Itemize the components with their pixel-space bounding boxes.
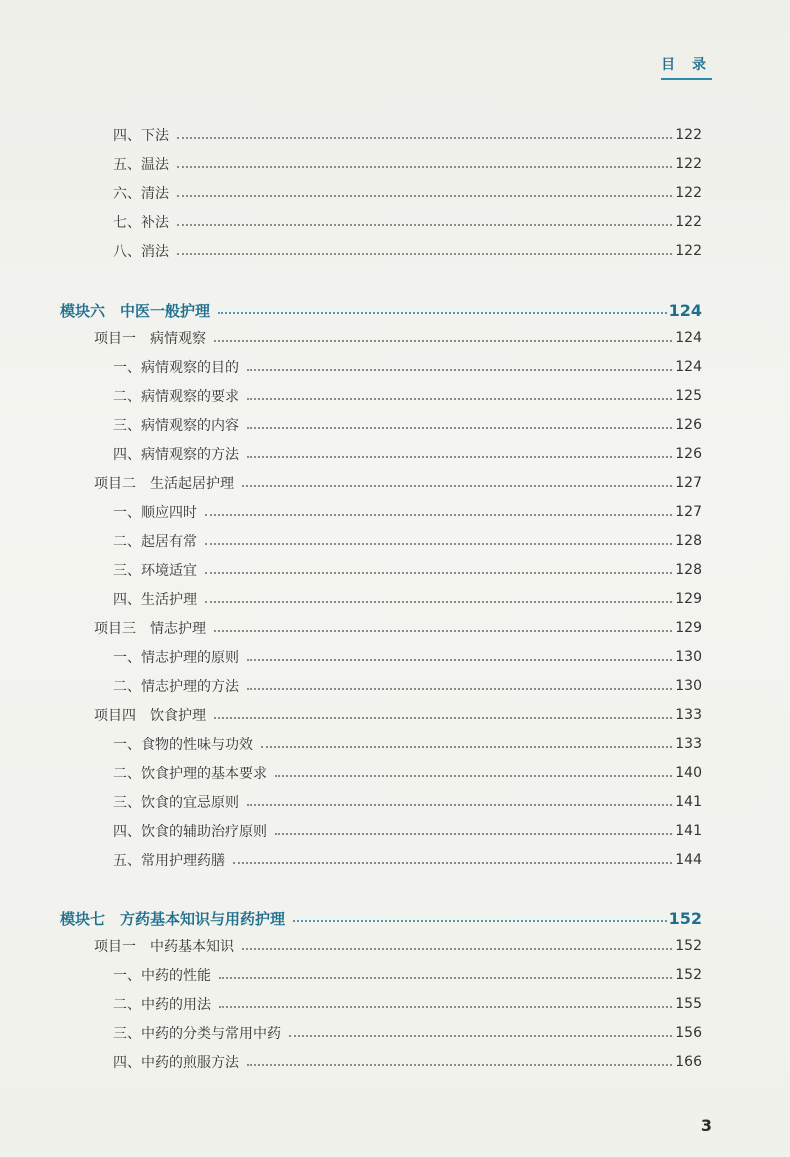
header-title: 目 录 xyxy=(661,54,712,80)
dot-leader xyxy=(214,716,672,719)
toc-label: 四、饮食的辅助治疗原则 xyxy=(113,824,267,840)
toc-row-sub xyxy=(0,991,790,1017)
dot-leader xyxy=(214,339,672,342)
toc-page-number: 127 xyxy=(675,504,702,520)
toc-page-number: 129 xyxy=(675,620,702,636)
toc-row-sub xyxy=(0,789,790,815)
dot-leader xyxy=(219,976,672,979)
dot-leader xyxy=(247,455,672,458)
toc-page-number: 133 xyxy=(675,707,702,723)
toc-page-number: 141 xyxy=(675,794,702,810)
dot-leader xyxy=(293,919,667,922)
toc-label: 模块六 中医一般护理 xyxy=(60,301,211,320)
toc-label: 一、情志护理的原则 xyxy=(113,650,239,666)
toc-row-sub xyxy=(0,586,790,612)
toc-page-number: 166 xyxy=(675,1054,702,1070)
toc-label: 四、中药的煎服方法 xyxy=(113,1055,239,1071)
toc-label: 项目一 病情观察 xyxy=(94,331,206,347)
toc-label: 一、病情观察的目的 xyxy=(113,360,239,376)
toc-label: 三、饮食的宜忌原则 xyxy=(113,795,239,811)
toc-row-sub xyxy=(0,122,790,148)
dot-leader xyxy=(261,745,672,748)
dot-leader xyxy=(205,571,672,574)
toc-label: 五、常用护理药膳 xyxy=(113,853,225,869)
toc-label: 四、生活护理 xyxy=(113,592,197,608)
toc-label: 四、病情观察的方法 xyxy=(113,447,239,463)
toc-row-sub xyxy=(0,354,790,380)
toc-page-number: 127 xyxy=(675,475,702,491)
toc-page-number: 144 xyxy=(675,852,702,868)
toc-row-sub xyxy=(0,760,790,786)
toc-row-sub xyxy=(0,731,790,757)
toc-page-number: 141 xyxy=(675,823,702,839)
dot-leader xyxy=(247,397,672,400)
toc-page-number: 133 xyxy=(675,736,702,752)
dot-leader xyxy=(177,194,672,197)
toc-row-project xyxy=(0,702,790,728)
toc-page-number: 152 xyxy=(668,908,702,928)
toc-row-project xyxy=(0,933,790,959)
toc-label: 项目二 生活起居护理 xyxy=(94,476,234,492)
toc-row-sub xyxy=(0,412,790,438)
toc-page-number: 128 xyxy=(675,533,702,549)
toc-row-project xyxy=(0,470,790,496)
toc-label: 一、食物的性味与功效 xyxy=(113,737,253,753)
toc-row-sub xyxy=(0,383,790,409)
dot-leader xyxy=(242,484,672,487)
toc-page-number: 128 xyxy=(675,562,702,578)
dot-leader xyxy=(247,426,672,429)
toc-label: 二、饮食护理的基本要求 xyxy=(113,766,267,782)
toc-row-sub xyxy=(0,209,790,235)
dot-leader xyxy=(247,1063,672,1066)
dot-leader xyxy=(219,1005,672,1008)
dot-leader xyxy=(275,774,672,777)
toc-row-sub xyxy=(0,1020,790,1046)
dot-leader xyxy=(218,311,667,314)
toc-row-sub xyxy=(0,441,790,467)
toc-label: 项目一 中药基本知识 xyxy=(94,939,234,955)
toc-label: 二、病情观察的要求 xyxy=(113,389,239,405)
toc-row-sub xyxy=(0,673,790,699)
dot-leader xyxy=(242,947,672,950)
toc-page-number: 124 xyxy=(675,330,702,346)
dot-leader xyxy=(233,861,672,864)
dot-leader xyxy=(205,513,672,516)
toc-label: 二、起居有常 xyxy=(113,534,197,550)
toc-page-number: 122 xyxy=(675,243,702,259)
toc-page-number: 126 xyxy=(675,417,702,433)
toc-page-number: 125 xyxy=(675,388,702,404)
dot-leader xyxy=(247,687,672,690)
toc-page-number: 130 xyxy=(675,649,702,665)
dot-leader xyxy=(247,803,672,806)
toc-row-sub xyxy=(0,557,790,583)
toc-label: 一、中药的性能 xyxy=(113,968,211,984)
toc-page-number: 155 xyxy=(675,996,702,1012)
toc-row-sub xyxy=(0,1049,790,1075)
dot-leader xyxy=(275,832,672,835)
toc-row-sub xyxy=(0,151,790,177)
toc-page-number: 126 xyxy=(675,446,702,462)
toc-label: 二、情志护理的方法 xyxy=(113,679,239,695)
toc-page-number: 129 xyxy=(675,591,702,607)
toc-row-sub xyxy=(0,499,790,525)
dot-leader xyxy=(177,165,672,168)
toc-row-sub xyxy=(0,818,790,844)
toc-row-sub xyxy=(0,528,790,554)
toc-label: 二、中药的用法 xyxy=(113,997,211,1013)
toc-label: 六、清法 xyxy=(113,186,169,202)
toc-page-number: 124 xyxy=(668,300,702,320)
dot-leader xyxy=(247,368,672,371)
toc-page-number: 152 xyxy=(675,967,702,983)
toc-row-sub xyxy=(0,847,790,873)
toc-page-number: 152 xyxy=(675,938,702,954)
toc-label: 项目四 饮食护理 xyxy=(94,708,206,724)
toc-row-project xyxy=(0,325,790,351)
toc-page-number: 122 xyxy=(675,214,702,230)
dot-leader xyxy=(289,1034,672,1037)
toc-row-sub xyxy=(0,180,790,206)
toc-row-module xyxy=(0,297,790,323)
toc-page-number: 122 xyxy=(675,156,702,172)
toc-label: 八、消法 xyxy=(113,244,169,260)
page-number: 3 xyxy=(700,1116,712,1135)
toc-label: 七、补法 xyxy=(113,215,169,231)
toc-label: 模块七 方药基本知识与用药护理 xyxy=(60,909,286,928)
dot-leader xyxy=(214,629,672,632)
toc-page-number: 124 xyxy=(675,359,702,375)
dot-leader xyxy=(177,223,672,226)
toc-page-number: 130 xyxy=(675,678,702,694)
toc-row-sub xyxy=(0,238,790,264)
toc-row-sub xyxy=(0,644,790,670)
toc-label: 三、病情观察的内容 xyxy=(113,418,239,434)
toc-label: 三、环境适宜 xyxy=(113,563,197,579)
dot-leader xyxy=(205,600,672,603)
toc-page-number: 140 xyxy=(675,765,702,781)
dot-leader xyxy=(177,136,672,139)
toc-label: 五、温法 xyxy=(113,157,169,173)
toc-page-number: 122 xyxy=(675,127,702,143)
toc-row-sub xyxy=(0,962,790,988)
dot-leader xyxy=(177,252,672,255)
toc-label: 三、中药的分类与常用中药 xyxy=(113,1026,281,1042)
toc-row-module xyxy=(0,905,790,931)
toc-page-number: 122 xyxy=(675,185,702,201)
running-header xyxy=(562,54,712,80)
toc-label: 项目三 情志护理 xyxy=(94,621,206,637)
dot-leader xyxy=(205,542,672,545)
toc-row-project xyxy=(0,615,790,641)
toc-label: 一、顺应四时 xyxy=(113,505,197,521)
toc-label: 四、下法 xyxy=(113,128,169,144)
dot-leader xyxy=(247,658,672,661)
toc-page-number: 156 xyxy=(675,1025,702,1041)
